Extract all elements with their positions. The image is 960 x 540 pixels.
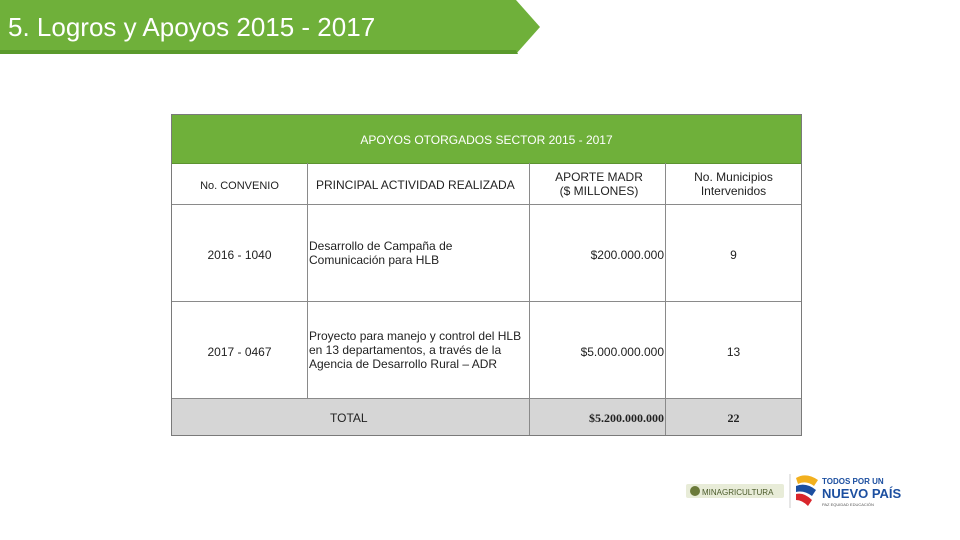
col-header-aporte — [532, 170, 666, 198]
table-row-1-actividad-line1: Desarrollo de Campaña de — [309, 239, 453, 253]
table-caption-bar — [172, 115, 801, 164]
nuevo-pais-logo-line2: NUEVO PAÍS — [822, 486, 902, 501]
col-header-aporte-line1: APORTE MADR — [555, 170, 643, 184]
minagricultura-logo-text: MINAGRICULTURA — [702, 488, 774, 497]
table-total-municipios: 22 — [727, 411, 740, 425]
table-divider — [172, 204, 801, 205]
table-divider — [172, 398, 801, 399]
support-table — [171, 114, 802, 436]
table-row-1-actividad-line2: Comunicación para HLB — [309, 253, 440, 267]
table-row-2-municipios: 13 — [726, 345, 741, 359]
title-banner — [0, 0, 540, 54]
col-header-actividad: PRINCIPAL ACTIVIDAD REALIZADA — [316, 178, 515, 192]
table-row-2-actividad-line3: Agencia de Desarrollo Rural – ADR — [309, 357, 498, 371]
table-row-2-aporte: $5.000.000.000 — [580, 345, 664, 359]
table-caption: APOYOS OTORGADOS SECTOR 2015 - 2017 — [360, 133, 613, 147]
nuevo-pais-logo-line3: PAZ EQUIDAD EDUCACIÓN — [822, 502, 874, 507]
table-row-1-actividad — [309, 239, 529, 267]
table-row-2-convenio: 2017 - 0467 — [207, 345, 272, 359]
footer-logo-art — [682, 468, 912, 514]
col-header-municipios — [666, 170, 801, 198]
table-row-1-convenio: 2016 - 1040 — [207, 248, 272, 262]
table-divider — [307, 163, 308, 398]
col-header-aporte-line2: ($ MILLONES) — [559, 184, 639, 198]
table-total-aporte: $5.200.000.000 — [589, 411, 664, 425]
nuevo-pais-logo-line1: TODOS POR UN — [822, 477, 884, 486]
minagricultura-logo — [686, 484, 784, 498]
table-divider — [172, 301, 801, 302]
table-row-2-actividad — [309, 329, 534, 371]
table-row-2-actividad-line2: en 13 departamentos, a través de la — [309, 343, 502, 357]
nuevo-pais-logo — [796, 475, 902, 507]
table-total-label: TOTAL — [330, 411, 368, 425]
table-row-1-aporte: $200.000.000 — [590, 248, 664, 262]
footer-logos — [682, 468, 912, 514]
table-row-1-municipios: 9 — [730, 248, 737, 262]
page-title: 5. Logros y Apoyos 2015 - 2017 — [8, 12, 376, 42]
col-header-municipios-line2: Intervenidos — [700, 184, 767, 198]
col-header-convenio: No. CONVENIO — [200, 180, 279, 192]
table-row-2-actividad-line1: Proyecto para manejo y control del HLB — [309, 329, 522, 343]
table-divider — [665, 163, 666, 435]
col-header-municipios-line1: No. Municipios — [694, 170, 773, 184]
table-divider — [529, 163, 530, 435]
